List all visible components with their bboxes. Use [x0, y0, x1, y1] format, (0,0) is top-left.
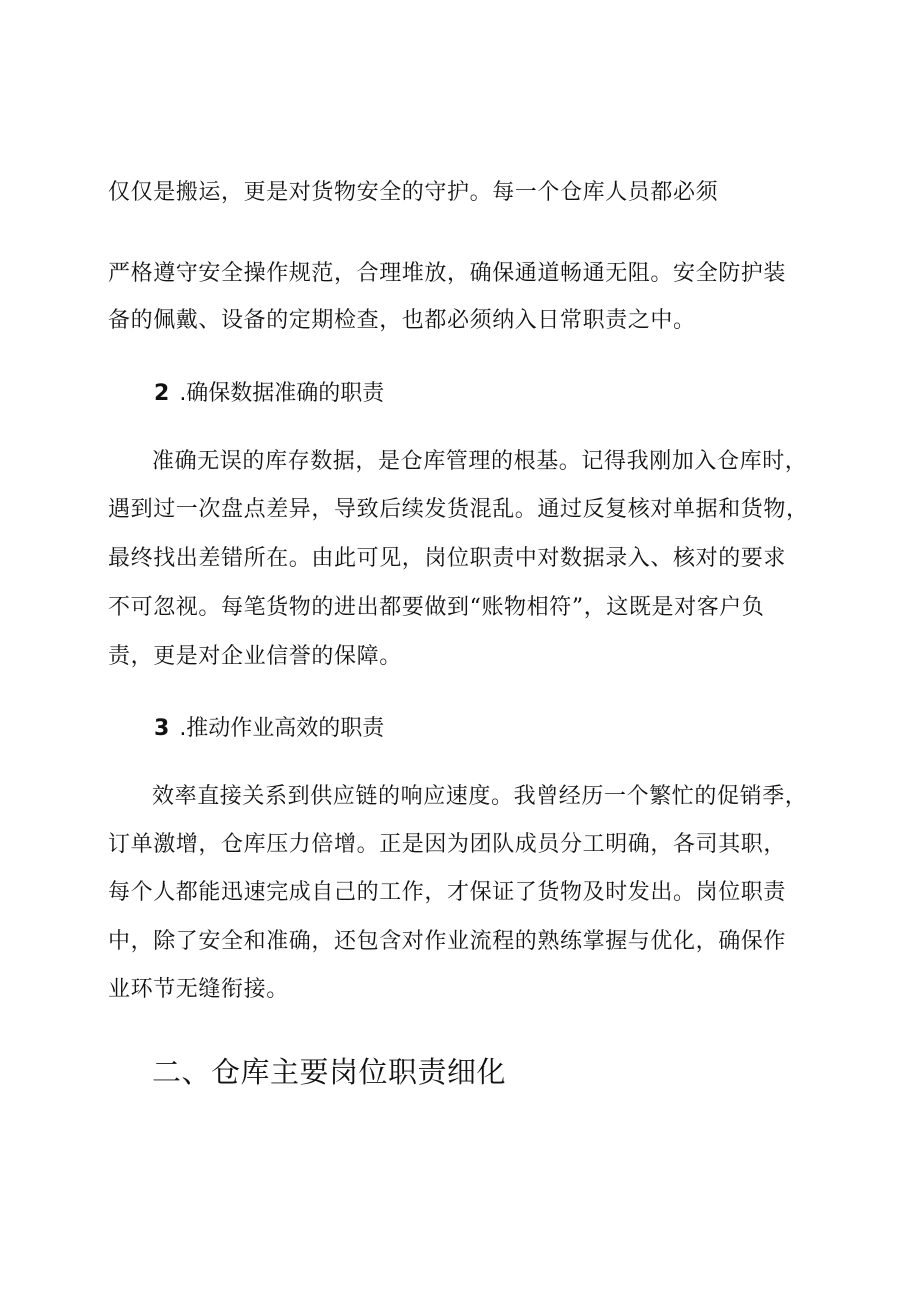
paragraph-line: 严格遵守安全操作规范，合理堆放，确保通道畅通无阻。安全防护装	[108, 261, 787, 286]
paragraph-line: 每个人都能迅速完成自己的工作，才保证了货物及时发出。岗位职责	[108, 880, 787, 905]
subsection-number: 3	[154, 716, 170, 741]
paragraph-line: 准确无误的库存数据，是仓库管理的根基。记得我刚加入仓库时，	[152, 449, 808, 474]
subsection-heading-2	[154, 379, 384, 409]
paragraph-line: 最终找出差错所在。由此可见，岗位职责中对数据录入、核对的要求	[108, 546, 787, 571]
paragraph-line: 遇到过一次盘点差异，导致后续发货混乱。通过反复核对单据和货物，	[108, 497, 809, 522]
paragraph-line: 责，更是对企业信誉的保障。	[108, 644, 402, 669]
section-heading: 二、仓库主要岗位职责细化	[152, 1055, 507, 1089]
subsection-title: .推动作业高效的职责	[179, 716, 385, 741]
paragraph-line: 不可忽视。每笔货物的进出都要做到“账物相符”，这既是对客户负	[108, 595, 765, 620]
paragraph-line: 业环节无缝衔接。	[108, 977, 289, 1002]
subsection-title: .确保数据准确的职责	[179, 381, 385, 406]
paragraph-line: 备的佩戴、设备的定期检查，也都必须纳入日常职责之中。	[108, 308, 696, 333]
subsection-number: 2	[154, 381, 170, 406]
paragraph-line: 订单激增，仓库压力倍增。正是因为团队成员分工明确，各司其职，	[108, 832, 787, 857]
paragraph-line: 中，除了安全和准确，还包含对作业流程的熟练掌握与优化，确保作	[108, 929, 787, 954]
paragraph-line: 效率直接关系到供应链的响应速度。我曾经历一个繁忙的促销季，	[152, 784, 808, 809]
subsection-heading-3	[154, 714, 384, 744]
paragraph-line: 仅仅是搬运，更是对货物安全的守护。每一个仓库人员都必须	[108, 180, 719, 205]
